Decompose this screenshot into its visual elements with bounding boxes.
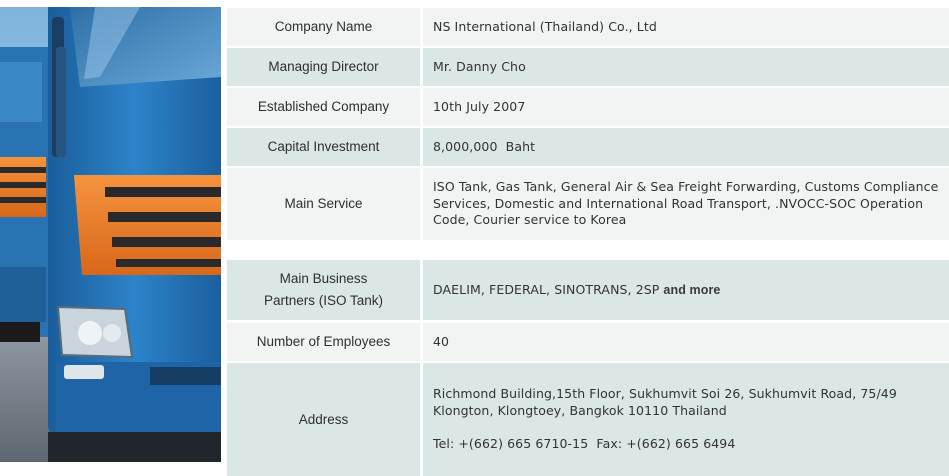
truck-image [0, 7, 221, 462]
business-partners-value [423, 260, 949, 320]
address-block [433, 386, 897, 453]
main-service-value: ISO Tank, Gas Tank, General Air & Sea Freight Forwarding, Customs Compliance Services, Domestic and International Road Transport, .NVOCC-SOC Operation Code, Courier service to Korea [423, 168, 949, 240]
main-service-label: Main Service [227, 168, 420, 240]
telephone-fax: Tel: +(662) 665 6710-15 Fax: +(662) 665 6494 [433, 436, 736, 451]
business-partners-list: DAELIM, FEDERAL, SINOTRANS, 2SP [433, 281, 660, 297]
address-line-1: Richmond Building,15th Floor, Sukhumvit Soi 26, Sukhumvit Road, 75/49 [433, 386, 897, 401]
employees-label: Number of Employees [227, 323, 420, 361]
company-name-value: NS International (Thailand) Co., Ltd [423, 8, 949, 46]
managing-director-label: Managing Director [227, 48, 420, 86]
business-partners-suffix: and more [663, 282, 721, 297]
business-partners-label: Main Business Partners (ISO Tank) [227, 260, 420, 320]
address-label: Address [227, 363, 420, 476]
table-row-capital-investment [227, 128, 949, 166]
employees-value: 40 [423, 323, 949, 361]
table-row-managing-director [227, 48, 949, 86]
established-value: 10th July 2007 [423, 88, 949, 126]
address-line-2: Klongton, Klongtoey, Bangkok 10110 Thailand [433, 402, 727, 418]
table-row-established [227, 88, 949, 126]
capital-investment-value: 8,000,000 Baht [423, 128, 949, 166]
table-row-employees [227, 323, 949, 361]
address-value [423, 363, 949, 476]
table-row-business-partners [227, 260, 949, 320]
table-row-address [227, 363, 949, 476]
table-row-company-name [227, 8, 949, 46]
managing-director-value: Mr. Danny Cho [423, 48, 949, 86]
company-name-label: Company Name [227, 8, 420, 46]
table-row-main-service [227, 168, 949, 240]
capital-investment-label: Capital Investment [227, 128, 420, 166]
established-label: Established Company [227, 88, 420, 126]
